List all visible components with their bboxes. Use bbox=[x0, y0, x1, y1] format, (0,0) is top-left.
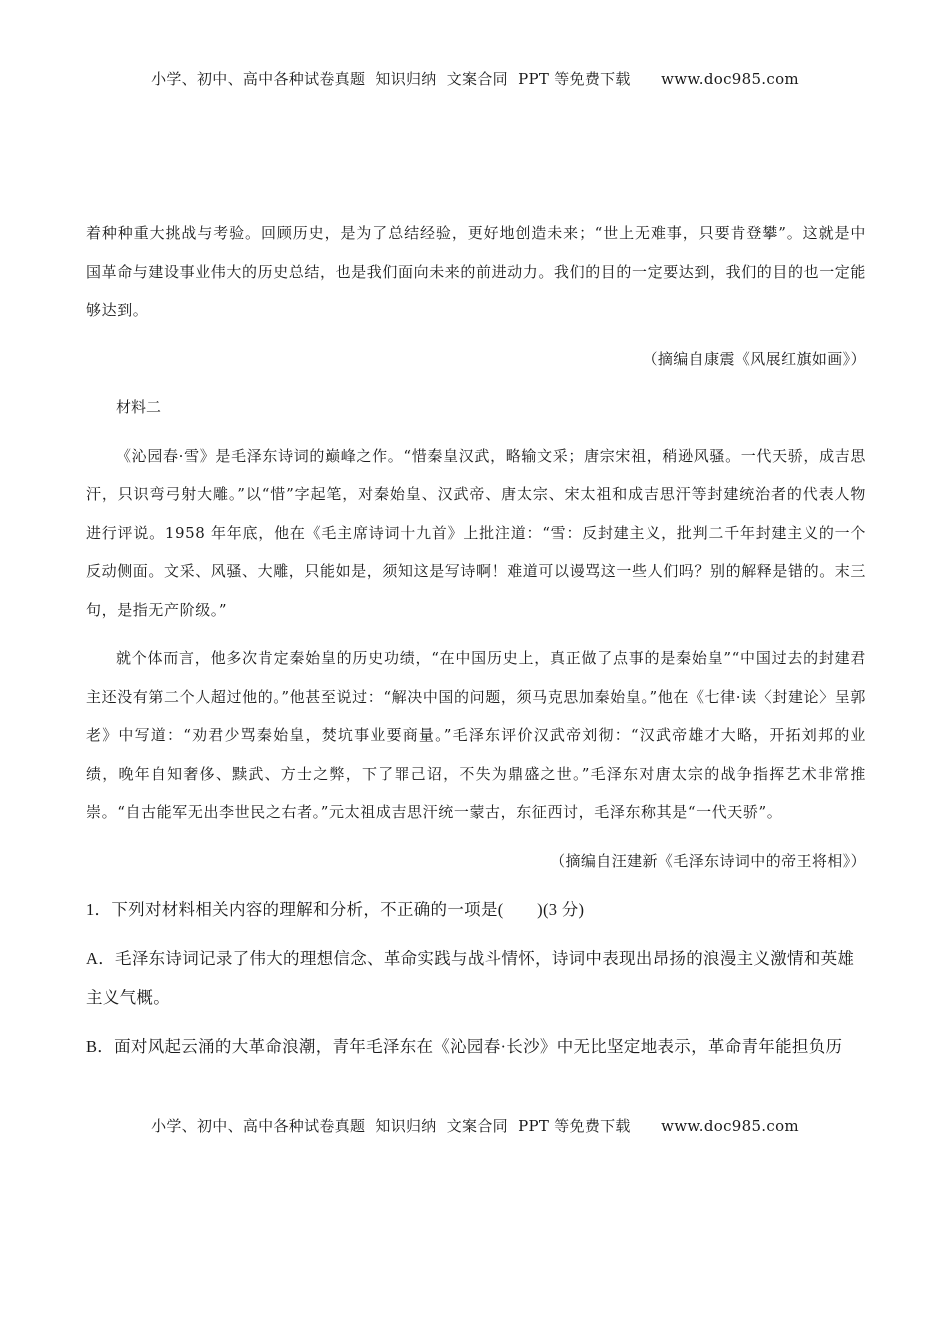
question-stem: 1．下列对材料相关内容的理解和分析，不正确的一项是( )(3 分) bbox=[86, 900, 585, 919]
document-body bbox=[86, 214, 866, 1066]
material1-paragraph: 着种种重大挑战与考验。回顾历史，是为了总结经验，更好地创造未来；“世上无难事，只要肯登攀”。这就是中国革命与建设事业伟大的历史总结，也是我们面向未来的前进动力。我们的目的一定要达到，我们的目的也一定能够达到。 bbox=[86, 224, 867, 319]
material2-paragraph-2: 就个体而言，他多次肯定秦始皇的历史功绩，“在中国历史上，真正做了点事的是秦始皇”“中国过去的封建君主还没有第二个人超过他的。”他甚至说过：“解决中国的问题，须马克思加秦始皇。”他在《七律·读〈封建论〉呈郭老》中写道：“劝君少骂秦始皇，焚坑事业要商量。”毛泽东评价汉武帝刘彻：“汉武帝雄才大略，开拓刘邦的业绩，晚年自知奢侈、黩武、方士之弊，下了罪己诏，不失为鼎盛之世。”毛泽东对唐太宗的战争指挥艺术非常推崇。“自古能军无出李世民之右者。”元太祖成吉思汗统一蒙古，东征西讨，毛泽东称其是“一代天骄”。 bbox=[86, 649, 866, 821]
page-footer: 小学、初中、高中各种试卷真题 知识归纳 文案合同 PPT 等免费下载 www.doc985.com bbox=[151, 1117, 799, 1135]
material2-source: （摘编自汪建新《毛泽东诗词中的帝王将相》） bbox=[550, 851, 866, 870]
option-b: B．面对风起云涌的大革命浪潮，青年毛泽东在《沁园春·长沙》中无比坚定地表示，革命青年能担负历 bbox=[86, 1037, 843, 1056]
material1-source: （摘编自康震《风展红旗如画》） bbox=[642, 349, 866, 368]
material2-label: 材料二 bbox=[116, 398, 162, 416]
page-header: 小学、初中、高中各种试卷真题 知识归纳 文案合同 PPT 等免费下载 www.doc985.com bbox=[151, 70, 799, 88]
option-a: A．毛泽东诗词记录了伟大的理想信念、革命实践与战斗情怀，诗词中表现出昂扬的浪漫主义激情和英雄主义气概。 bbox=[86, 949, 855, 1007]
material2-paragraph-1: 《沁园春·雪》是毛泽东诗词的巅峰之作。“惜秦皇汉武，略输文采；唐宗宋祖，稍逊风骚。一代天骄，成吉思汗，只识弯弓射大雕。”以“惜”字起笔，对秦始皇、汉武帝、唐太宗、宋太祖和成吉思汗等封建统治者的代表人物进行评说。1958 年年底，他在《毛主席诗词十九首》上批注道：“雪：反封建主义，批判二千年封建主义的一个反动侧面。文采、风骚、大雕，只能如是，须知这是写诗啊！难道可以谩骂这一些人们吗？别的解释是错的。末三句，是指无产阶级。” bbox=[86, 446, 867, 619]
